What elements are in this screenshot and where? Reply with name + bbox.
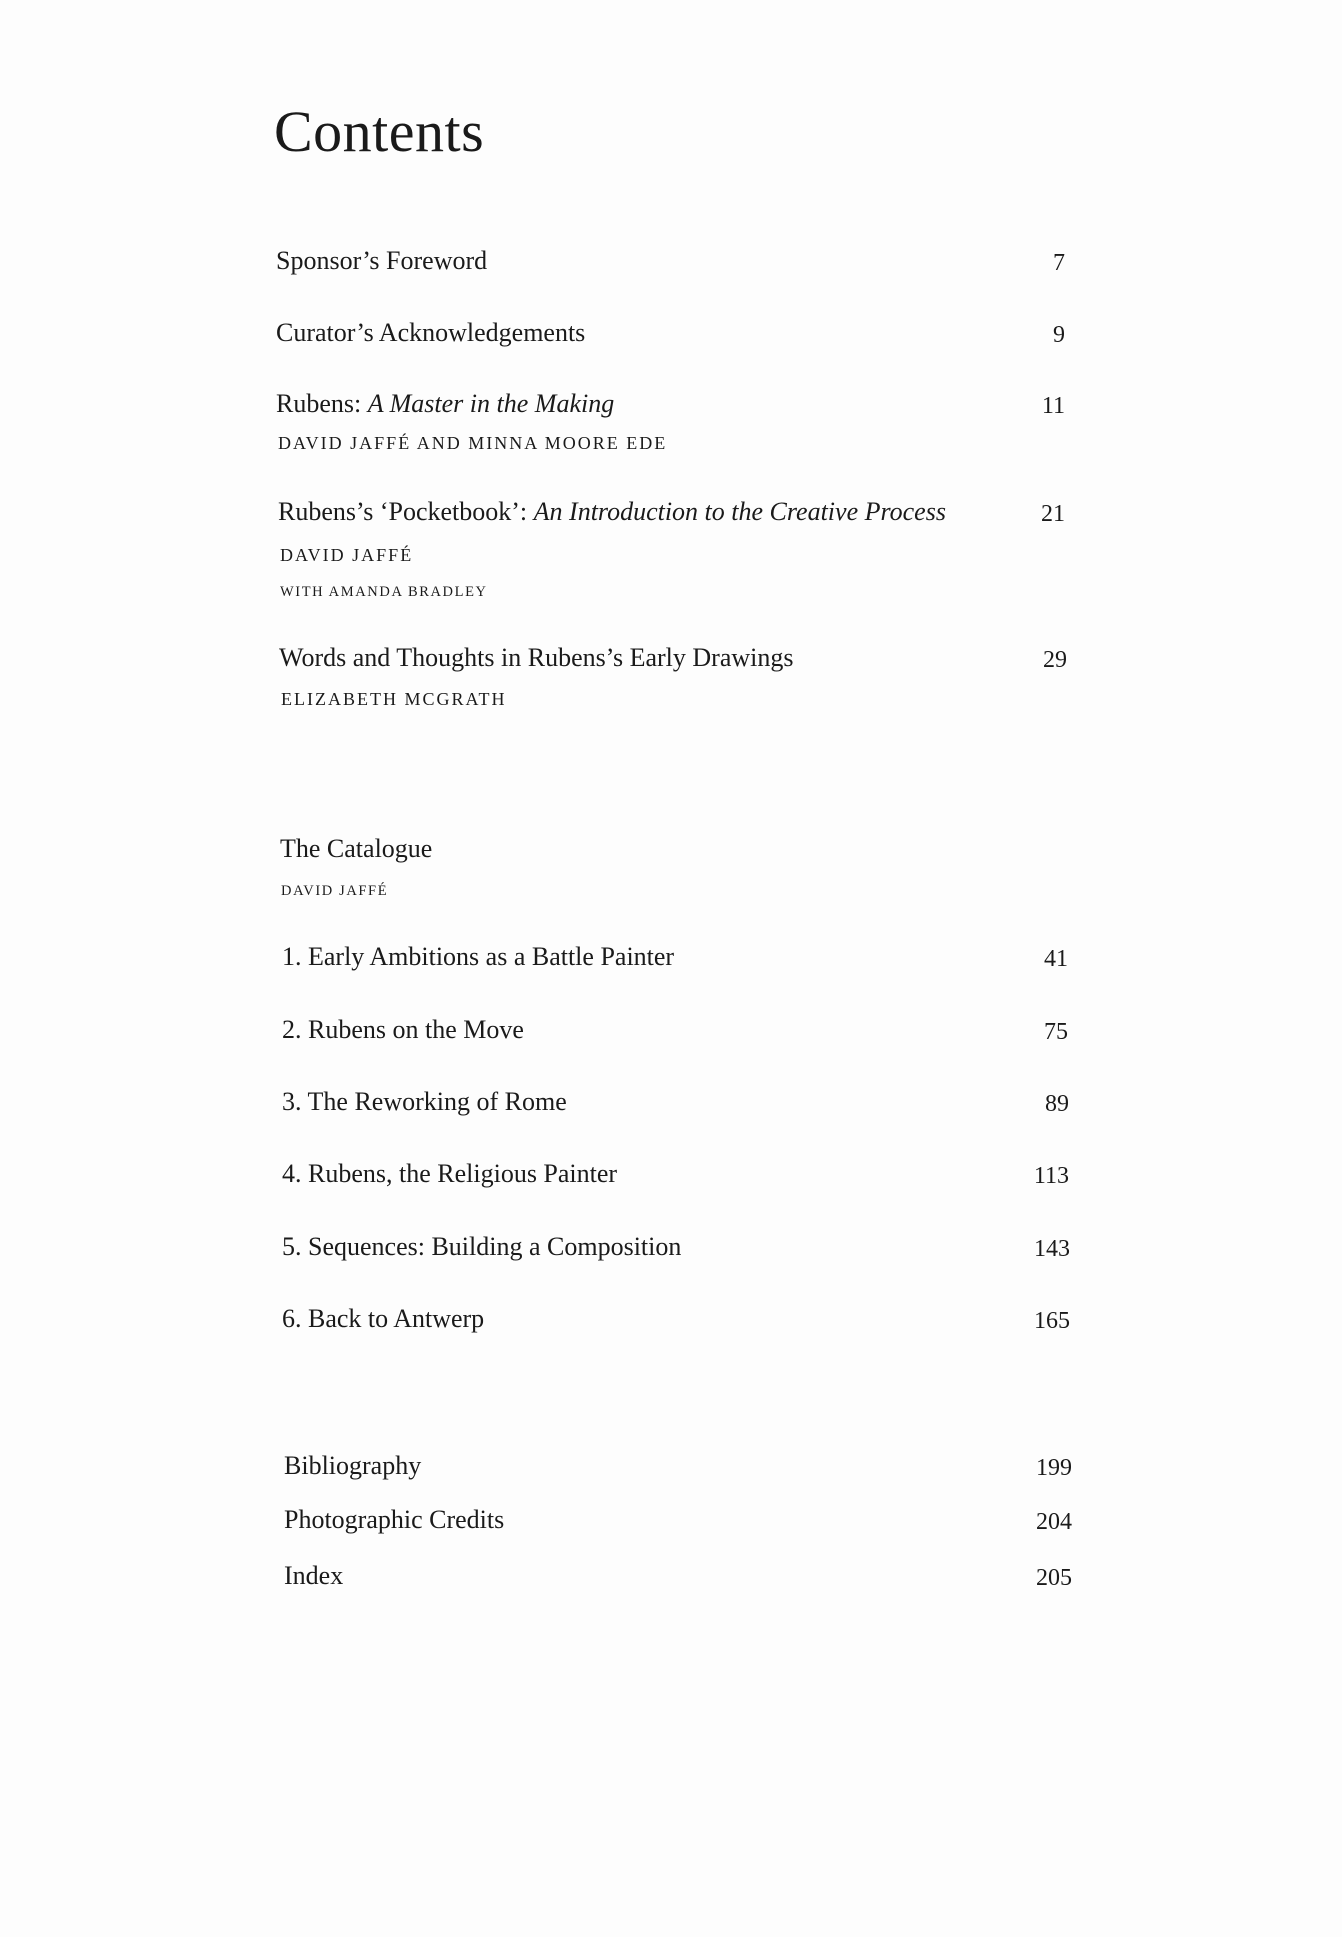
toc-entry-page: 9 [1053, 322, 1065, 348]
toc-entry-page: 7 [1053, 250, 1065, 276]
title-plain: Rubens’s ‘Pocketbook’: [278, 497, 534, 526]
catalogue-heading: The Catalogue [280, 834, 433, 863]
toc-entry-title: Index [284, 1561, 344, 1590]
title-italic: An Introduction to the Creative Process [533, 497, 946, 526]
toc-entry-page: 21 [1041, 501, 1065, 527]
chapter-title: 2. Rubens on the Move [282, 1015, 524, 1044]
toc-entry-title: Bibliography [284, 1451, 422, 1480]
toc-entry-title: Photographic Credits [284, 1505, 505, 1534]
catalogue-author: DAVID JAFFÉ [281, 883, 389, 899]
toc-entry-page: 11 [1041, 393, 1065, 419]
chapter-page: 143 [1034, 1236, 1070, 1262]
title-italic: A Master in the Making [367, 389, 615, 418]
toc-entry-page: 205 [1036, 1565, 1072, 1591]
toc-entry-page: 204 [1036, 1509, 1072, 1535]
toc-entry-contributor: WITH AMANDA BRADLEY [280, 584, 488, 600]
toc-entry-title: Curator’s Acknowledgements [276, 318, 586, 347]
title-plain: Rubens: [276, 389, 368, 418]
chapter-title: 3. The Reworking of Rome [282, 1087, 567, 1116]
page-title: Contents [274, 99, 485, 164]
toc-entry-title [276, 389, 614, 419]
toc-entry-page: 199 [1036, 1455, 1072, 1481]
toc-entry-author: DAVID JAFFÉ AND MINNA MOORE EDE [278, 433, 668, 453]
chapter-page: 165 [1034, 1308, 1070, 1334]
chapter-title: 6. Back to Antwerp [282, 1304, 485, 1333]
toc-entry-author: ELIZABETH MCGRATH [281, 689, 507, 709]
chapter-page: 75 [1044, 1019, 1068, 1045]
toc-entry-title: Words and Thoughts in Rubens’s Early Drawings [279, 643, 794, 672]
toc-entry-title [278, 497, 946, 527]
chapter-page: 89 [1045, 1091, 1069, 1117]
chapter-title: 1. Early Ambitions as a Battle Painter [282, 942, 675, 971]
toc-entry-author: DAVID JAFFÉ [280, 545, 414, 565]
chapter-page: 41 [1044, 946, 1068, 972]
toc-entry-title: Sponsor’s Foreword [276, 246, 488, 275]
toc-entry-page: 29 [1043, 647, 1067, 673]
chapter-title: 4. Rubens, the Religious Painter [282, 1159, 618, 1188]
chapter-page: 113 [1033, 1163, 1069, 1189]
chapter-title: 5. Sequences: Building a Composition [282, 1232, 682, 1261]
